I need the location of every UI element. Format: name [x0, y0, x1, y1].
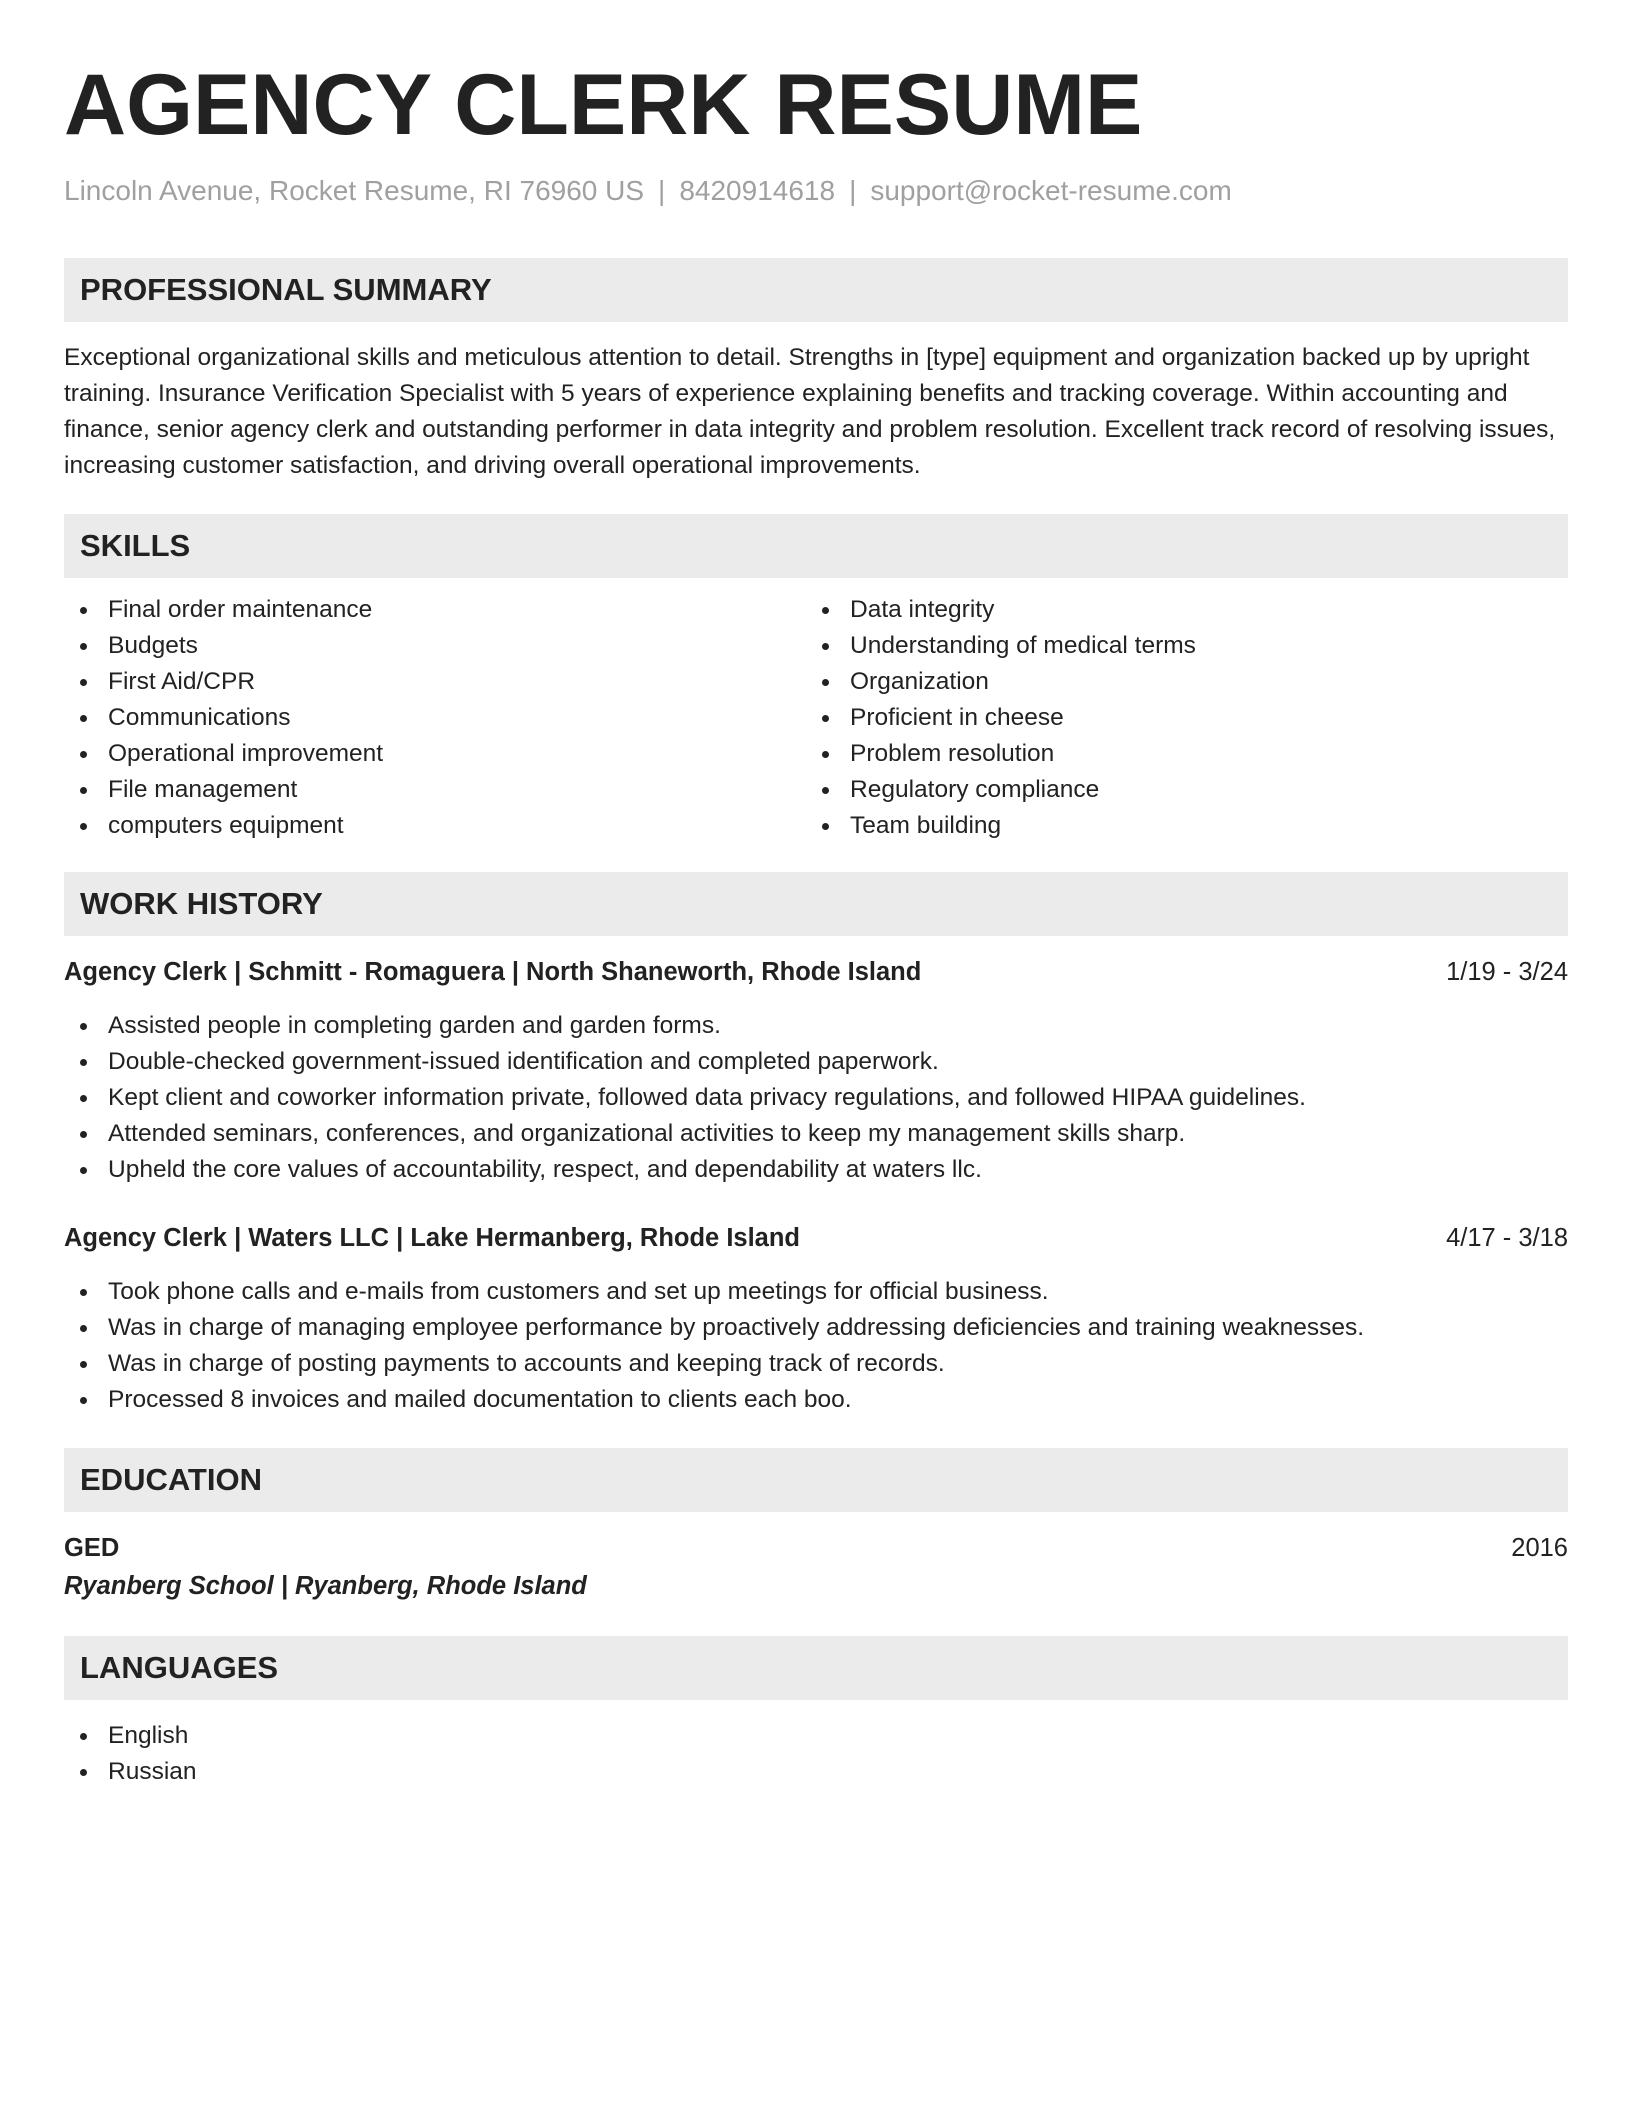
job-bullet: Attended seminars, conferences, and organizational activities to keep my management skills sharp.: [64, 1116, 1568, 1152]
job-dates: 1/19 - 3/24: [1446, 958, 1568, 986]
education-degree: GED: [64, 1534, 120, 1562]
job-bullet: Upheld the core values of accountability, respect, and dependability at waters llc.: [64, 1152, 1568, 1188]
skills-grid: [64, 592, 1568, 844]
contact-separator: |: [849, 175, 857, 206]
job-dates: 4/17 - 3/18: [1446, 1224, 1568, 1252]
job-title: Agency Clerk | Waters LLC | Lake Hermanberg, Rhode Island: [64, 1224, 801, 1252]
skill-item: Data integrity: [806, 592, 1548, 628]
contact-address: Lincoln Avenue, Rocket Resume, RI 76960 US: [64, 175, 645, 206]
skills-column-left: [64, 592, 806, 844]
contact-separator: |: [658, 175, 666, 206]
skill-item: Regulatory compliance: [806, 772, 1548, 808]
education-header: [64, 1530, 1568, 1566]
section-header-skills: SKILLS: [64, 514, 1568, 578]
job-bullet: Assisted people in completing garden and garden forms.: [64, 1008, 1568, 1044]
skill-item: Operational improvement: [64, 736, 806, 772]
language-item: Russian: [64, 1754, 1568, 1790]
job-header: [64, 954, 1568, 990]
section-header-work-history: WORK HISTORY: [64, 872, 1568, 936]
job-title: Agency Clerk | Schmitt - Romaguera | North Shaneworth, Rhode Island: [64, 958, 922, 986]
skill-item: Organization: [806, 664, 1548, 700]
job-bullet: Kept client and coworker information private, followed data privacy regulations, and followed HIPAA guidelines.: [64, 1080, 1568, 1116]
education-school: Ryanberg School | Ryanberg, Rhode Island: [64, 1572, 587, 1600]
section-header-education: EDUCATION: [64, 1448, 1568, 1512]
resume-title: AGENCY CLERK RESUME: [64, 57, 1143, 153]
skill-item: Understanding of medical terms: [806, 628, 1548, 664]
job-header: [64, 1220, 1568, 1256]
job-bullet: Took phone calls and e-mails from customers and set up meetings for official business.: [64, 1274, 1568, 1310]
skill-item: Communications: [64, 700, 806, 736]
job-bullet: Double-checked government-issued identification and completed paperwork.: [64, 1044, 1568, 1080]
education-year: 2016: [1511, 1534, 1568, 1562]
skill-item: computers equipment: [64, 808, 806, 844]
skill-item: Problem resolution: [806, 736, 1548, 772]
skills-column-right: [806, 592, 1548, 844]
contact-phone: 8420914618: [679, 175, 836, 206]
contact-email: support@rocket-resume.com: [870, 175, 1232, 206]
job-bullets: [64, 1008, 1568, 1188]
skill-item: Team building: [806, 808, 1548, 844]
job-bullet: Was in charge of posting payments to accounts and keeping track of records.: [64, 1346, 1568, 1382]
skill-item: First Aid/CPR: [64, 664, 806, 700]
skill-item: Proficient in cheese: [806, 700, 1548, 736]
skill-item: Final order maintenance: [64, 592, 806, 628]
summary-text: Exceptional organizational skills and meticulous attention to detail. Strengths in [type] equipment and organization backed up by upright training. Insurance Verification Specialist with 5 years of experience explaining benefits and tracking coverage. Within accounting and finance, senior agency clerk and outstanding performer in data integrity and problem resolution. Excellent track record of resolving issues, increasing customer satisfaction, and driving overall operational improvements.: [64, 344, 1556, 479]
skill-item: File management: [64, 772, 806, 808]
job-entry: [64, 1220, 1568, 1418]
section-header-languages: LANGUAGES: [64, 1636, 1568, 1700]
section-header-summary: PROFESSIONAL SUMMARY: [64, 258, 1568, 322]
job-bullet: Processed 8 invoices and mailed documentation to clients each boo.: [64, 1382, 1568, 1418]
contact-line: [64, 174, 1568, 208]
language-item: English: [64, 1718, 1568, 1754]
job-bullets: [64, 1274, 1568, 1418]
languages-list: [64, 1718, 1568, 1790]
skill-item: Budgets: [64, 628, 806, 664]
job-bullet: Was in charge of managing employee performance by proactively addressing deficiencies and training weaknesses.: [64, 1310, 1568, 1346]
job-entry: [64, 954, 1568, 1188]
